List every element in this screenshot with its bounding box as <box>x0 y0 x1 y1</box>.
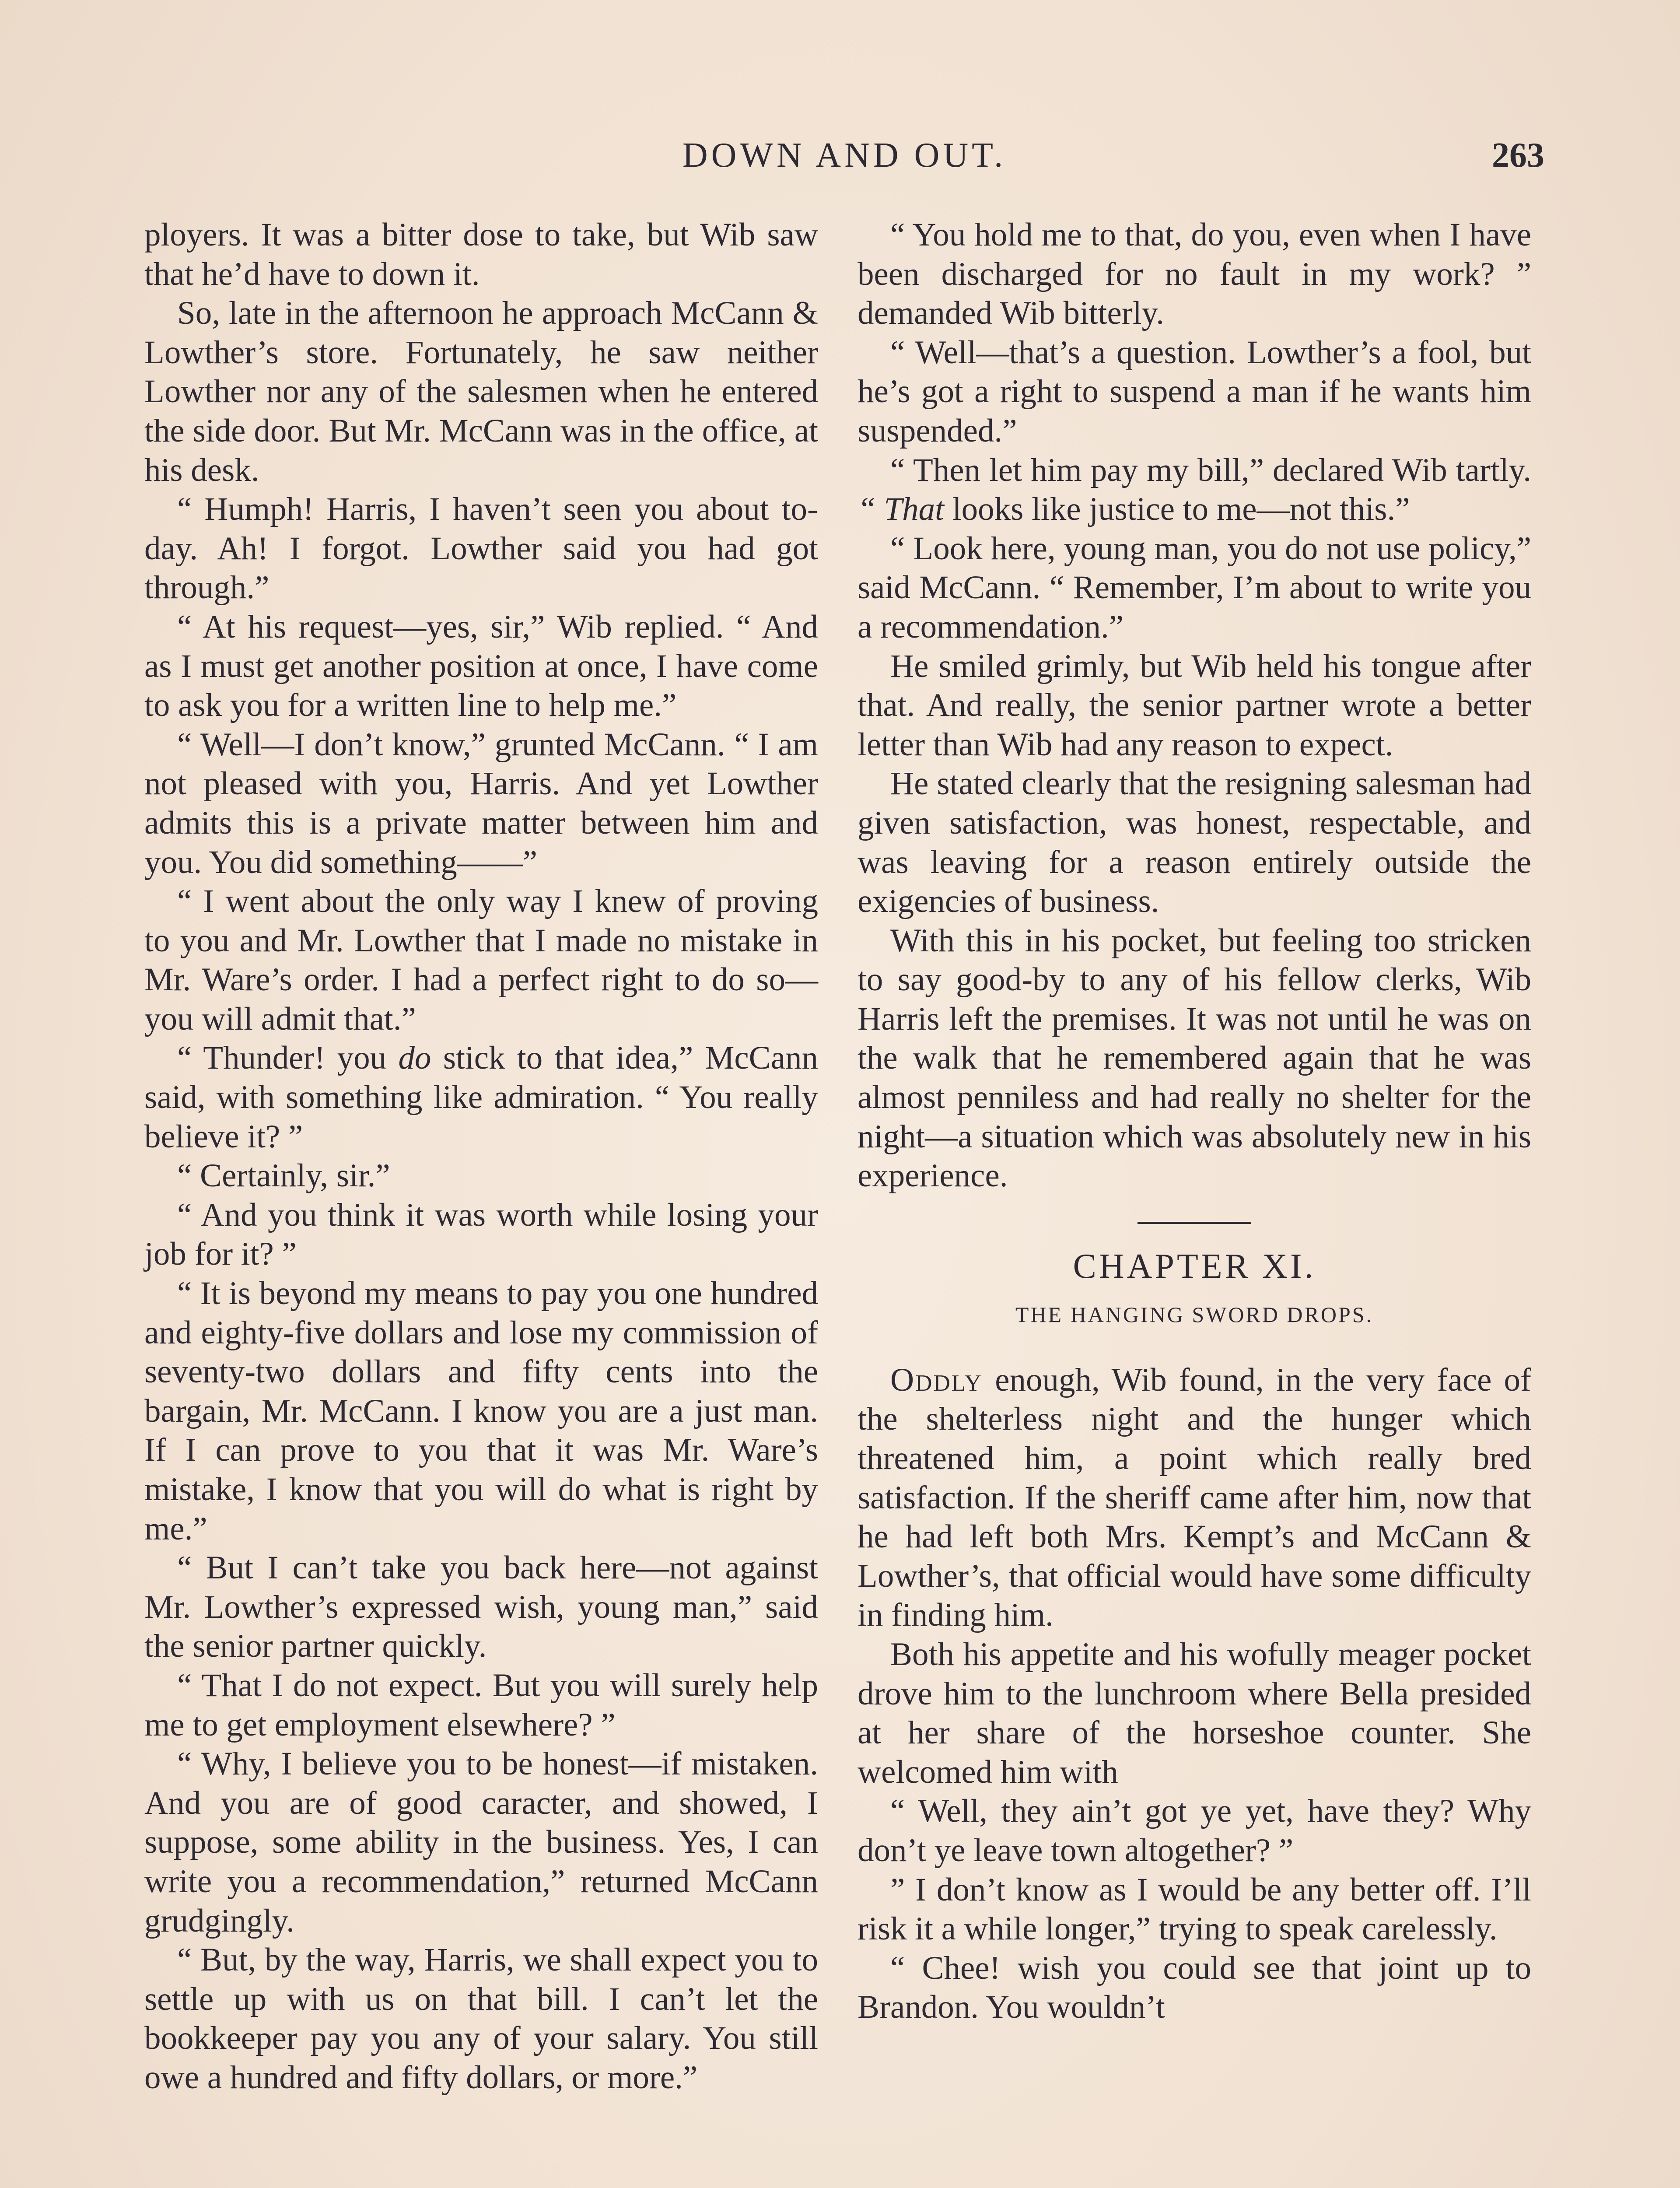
paragraph: “ But, by the way, Harris, we shall expect you to settle up with us on that bill. I can’t let the bookkeeper pay you any of your salary. You still owe a hundred and fifty dollars, or more.” <box>144 1942 818 2096</box>
paragraph: “ Well—I don’t know,” grunted McCann. “ I am not pleased with you, Harris. And yet Lowther admits this is a private matter between him and you. You did something——” <box>144 726 818 880</box>
paragraph-text: “ Thunder! you <box>177 1040 399 1076</box>
lead-word: Oddly <box>890 1361 983 1398</box>
paragraph: He stated clearly that the resigning salesman had given satisfaction, was honest, respectable, and was leaving for a reason entirely outside the exigencies of business. <box>858 765 1531 920</box>
paragraph-text: stick to that idea,” McCann said, with something like admiration. “ You really believe it? ” <box>144 1040 818 1155</box>
paragraph <box>858 1360 1531 1635</box>
paragraph: “ It is beyond my means to pay you one hundred and eighty-five dollars and lose my commission of seventy-two dollars and fifty cents into the bargain, Mr. McCann. I know you are a just man. If I can prove to you that it was Mr. Ware’s mistake, I know that you will do what is right by me.” <box>144 1275 818 1547</box>
chapter-heading: CHAPTER XI. <box>1073 1247 1316 1286</box>
paragraph: “ I went about the only way I knew of proving to you and Mr. Lowther that I made no mistake in Mr. Ware’s order. I had a perfect right to do so—you will admit that.” <box>144 883 818 1037</box>
paragraph: He smiled grimly, but Wib held his tongue after that. And really, the senior partner wrote a better letter than Wib had any reason to expect. <box>858 648 1531 763</box>
left-column <box>144 215 818 2097</box>
paragraph: ployers. It was a bitter dose to take, but Wib saw that he’d have to down it. <box>144 217 818 292</box>
paragraph: Both his appetite and his wofully meager pocket drove him to the lunchroom where Bella presided at her share of the horseshoe counter. She welcomed him with <box>858 1636 1531 1790</box>
paragraph: ” I don’t know as I would be any better off. I’ll risk it a while longer,” trying to speak carelessly. <box>858 1871 1531 1947</box>
paragraph: “ That I do not expect. But you will surely help me to get employment elsewhere? ” <box>144 1667 818 1743</box>
paragraph: “ And you think it was worth while losing your job for it? ” <box>144 1196 818 1273</box>
chapter-divider <box>1138 1222 1251 1224</box>
paragraph <box>858 451 1531 529</box>
paragraph-text: enough, Wib found, in the very face of the shelterless night and the hunger which threatened him, a point which really bred satisfaction. If the sheriff came after him, now that he had left both Mrs. Kempt’s and McCann & Lowther’s, that official would have some difficulty in finding him. <box>858 1361 1531 1634</box>
chapter-subtitle: THE HANGING SWORD DROPS. <box>1015 1302 1374 1327</box>
right-column <box>858 215 1531 2027</box>
paragraph: “ You hold me to that, do you, even when I have been discharged for no fault in my work? ” demanded Wib bitterly. <box>858 217 1531 332</box>
paragraph: “ But I can’t take you back here—not against Mr. Lowther’s expressed wish, young man,” said the senior partner quickly. <box>144 1550 818 1665</box>
page-number: 263 <box>1492 136 1544 175</box>
paragraph: “ Well, they ain’t got ye yet, have they? Why don’t ye leave town altogether? ” <box>858 1793 1531 1869</box>
emphasis: “ That <box>858 491 945 528</box>
paragraph: “ Certainly, sir.” <box>177 1157 390 1194</box>
paragraph: With this in his pocket, but feeling too stricken to say good-by to any of his fellow clerks, Wib Harris left the premises. It was not until he was on the walk that he remembered again that he was almost penniless and had really no shelter for the night—a situation which was absolutely new in his experience. <box>858 922 1531 1194</box>
paragraph: “ Chee! wish you could see that joint up to Brandon. You wouldn’t <box>858 1950 1531 2026</box>
paragraph: “ At his request—yes, sir,” Wib replied. “ And as I must get another position at once, I have come to ask you for a written line to help me.” <box>144 608 818 724</box>
paragraph: “ Well—that’s a question. Lowther’s a fool, but he’s got a right to suspend a man if he wants him suspended.” <box>858 334 1531 449</box>
running-head <box>144 131 1544 179</box>
paragraph: “ Look here, young man, you do not use policy,” said McCann. “ Remember, I’m about to write you a recommendation.” <box>858 530 1531 645</box>
paragraph <box>144 1038 818 1156</box>
paragraph: “ Humph! Harris, I haven’t seen you about to-day. Ah! I forgot. Lowther said you had got through.” <box>144 491 818 606</box>
running-title: DOWN AND OUT. <box>682 136 1007 175</box>
paragraph-text: “ Then let him pay my bill,” declared Wib tartly. <box>890 452 1531 488</box>
paragraph: “ Why, I believe you to be honest—if mistaken. And you are of good caracter, and showed, I suppose, some ability in the business. Yes, I can write you a recommendation,” returned McCann grudgingly. <box>144 1746 818 1939</box>
emphasis: do <box>398 1040 431 1076</box>
paragraph-text: looks like justice to me—not this.” <box>944 491 1410 528</box>
paragraph: So, late in the afternoon he approach McCann & Lowther’s store. Fortunately, he saw neither Lowther nor any of the salesmen when he entered the side door. But Mr. McCann was in the office, at his desk. <box>144 295 818 488</box>
